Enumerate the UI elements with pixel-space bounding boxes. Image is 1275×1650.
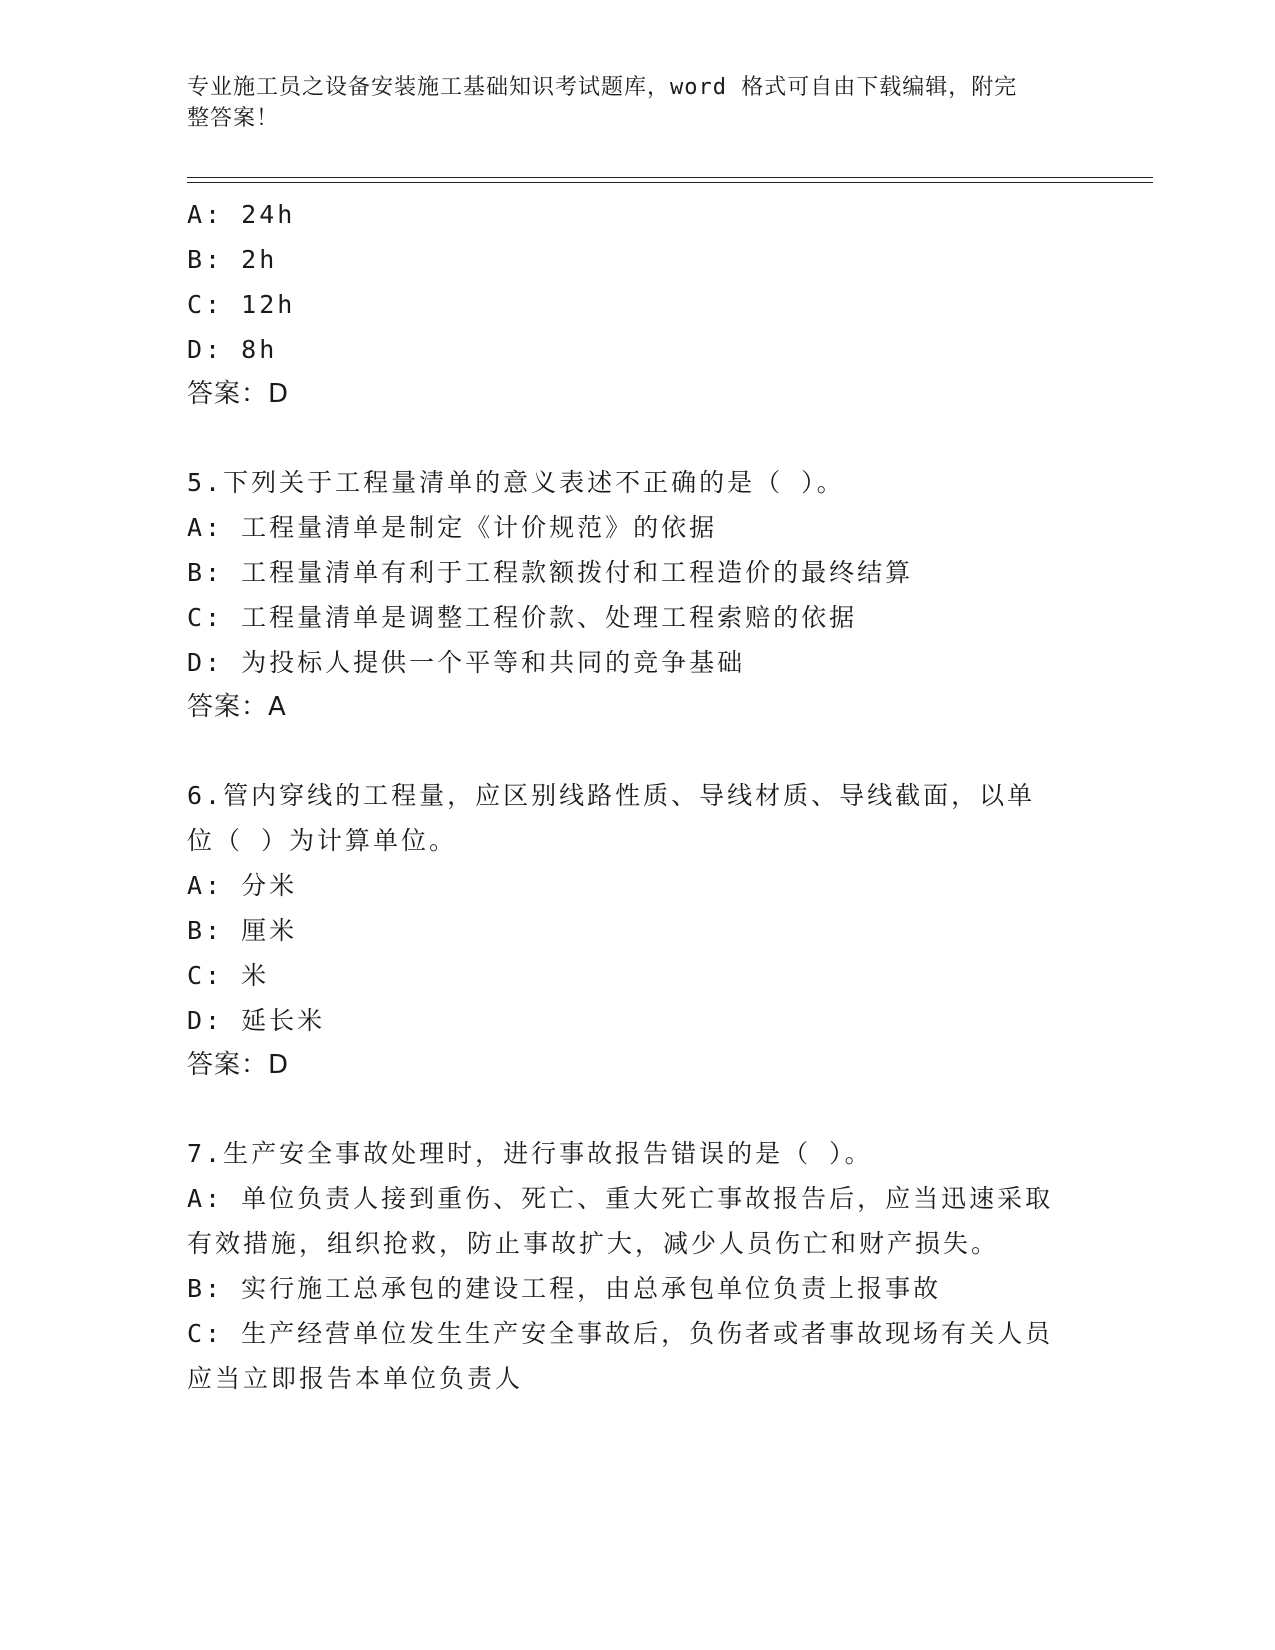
- q4-option-b: B: 2h: [187, 245, 278, 274]
- q4-option-a: A: 24h: [187, 200, 296, 229]
- q4-option-d: D: 8h: [187, 335, 278, 364]
- spacer: [187, 1088, 1087, 1131]
- q7-option-c-line-1: C: 生产经营单位发生生产安全事故后，负伤者或者事故现场有关人员: [187, 1319, 1054, 1348]
- q5-option-d: D: 为投标人提供一个平等和共同的竞争基础: [187, 648, 746, 677]
- q5-answer: 答案：A: [187, 692, 287, 722]
- spacer: [187, 417, 1087, 460]
- question-7: [187, 1131, 1087, 1401]
- q7-option-b: B: 实行施工总承包的建设工程，由总承包单位负责上报事故: [187, 1274, 942, 1303]
- q7-stem: 7.生产安全事故处理时，进行事故报告错误的是（ ）。: [187, 1139, 873, 1168]
- question-6: [187, 773, 1087, 1088]
- q6-stem-line-2: 位（ ）为计算单位。: [187, 826, 458, 855]
- q6-option-a: A: 分米: [187, 871, 298, 900]
- q6-answer: 答案：D: [187, 1050, 290, 1080]
- q6-option-b: B: 厘米: [187, 916, 298, 945]
- q6-option-c: C: 米: [187, 961, 270, 990]
- question-5: [187, 460, 1087, 730]
- header-rule-bottom: [187, 182, 1153, 183]
- document-body: [187, 192, 1087, 1401]
- q5-option-c: C: 工程量清单是调整工程价款、处理工程索赔的依据: [187, 603, 858, 632]
- q6-stem-line-1: 6.管内穿线的工程量，应区别线路性质、导线材质、导线截面，以单: [187, 781, 1036, 810]
- header-line-1: 专业施工员之设备安装施工基础知识考试题库，word 格式可自由下载编辑，附完: [187, 75, 1018, 100]
- q7-option-c-line-2: 应当立即报告本单位负责人: [187, 1364, 524, 1393]
- q5-option-b: B: 工程量清单有利于工程款额拨付和工程造价的最终结算: [187, 558, 914, 587]
- spacer: [187, 730, 1087, 773]
- q5-option-a: A: 工程量清单是制定《计价规范》的依据: [187, 513, 718, 542]
- header-line-2: 整答案！: [187, 106, 280, 131]
- q5-stem: 5.下列关于工程量清单的意义表述不正确的是（ ）。: [187, 468, 845, 497]
- document-header: [187, 72, 1067, 134]
- question-4: [187, 192, 1087, 417]
- header-rule-top: [187, 177, 1153, 178]
- q4-option-c: C: 12h: [187, 290, 296, 319]
- q4-answer: 答案：D: [187, 379, 290, 409]
- q7-option-a-line-1: A: 单位负责人接到重伤、死亡、重大死亡事故报告后，应当迅速采取: [187, 1184, 1054, 1213]
- q6-option-d: D: 延长米: [187, 1006, 326, 1035]
- q7-option-a-line-2: 有效措施，组织抢救，防止事故扩大，减少人员伤亡和财产损失。: [187, 1229, 1000, 1258]
